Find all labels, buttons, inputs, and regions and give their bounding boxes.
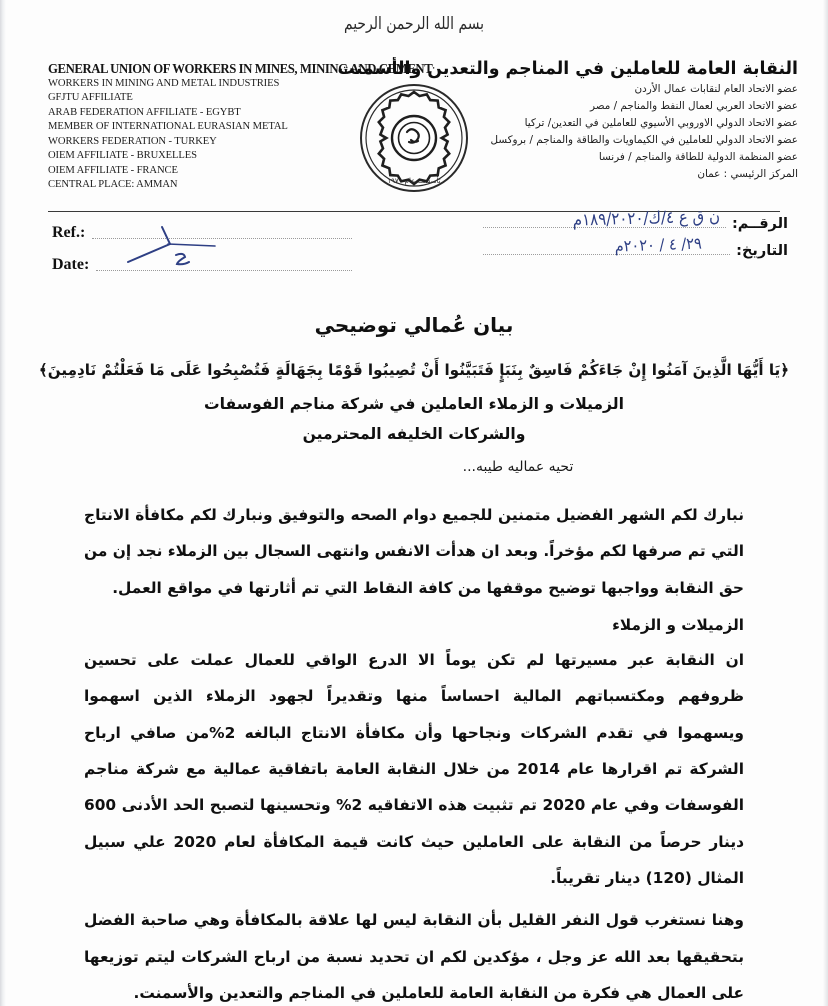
date-row-english: [52, 256, 352, 274]
letterhead-english-line: WORKERS FEDERATION - TURKEY: [48, 135, 217, 147]
ref-fill-line-english[interactable]: [92, 237, 352, 239]
letterhead-arabic-title: النقابة العامة للعاملين في المناجم والتعدين والأسمنت: [337, 59, 798, 79]
scan-edge-left: [0, 0, 6, 1006]
letterhead-arabic-line: عضو الاتحاد العام لنقابات عمال الأردن: [634, 82, 798, 95]
letterhead-arabic-line: عضو الاتحاد العربي لعمال النفط والمناجم / مصر: [590, 99, 798, 112]
letterhead-arabic-line: المركز الرئيسي : عمان: [697, 167, 798, 180]
date-label-arabic: التاريخ:: [736, 243, 788, 259]
letterhead-english-line: ARAB FEDERATION AFFILIATE - EGYBT: [48, 106, 241, 118]
letter-body: [84, 497, 744, 1006]
emblem-founded-text: تأسست عام ١٩٧٠: [387, 177, 441, 185]
body-paragraph-2: ان النقابة عبر مسيرتها لم تكن يوماً الا الدرع الواقي للعمال عملت على تحسين ظروفهم ومكتسباتهم المالية احساساً منها وتقديراً لجهود الزملاء الذين اسهموا ويسهموا في تقدم الشركات ونجاحها وأن مكافأة الانتاج البالغه 2%من صافي ارباح الشركة تم اقرارها عام 2014 من خلال النقابة العامة باتفاقية عمالية مع شركة مناجم الفوسفات وفي عام 2020 تم تثبيت هذه الاتفاقيه 2% وتحسينها لتصبح الحد الأدنى 600 دينار حرصاً من النقابة على العاملين حيث كانت قيمة المكافأة لعام 2020 علي سبيل المثال (120) دينار تقريباً.: [84, 651, 744, 888]
date-fill-line-english[interactable]: [96, 269, 352, 271]
body-section-heading: الزميلات و الزملاء: [612, 616, 744, 635]
letterhead-english-line: MEMBER OF INTERNATIONAL EURASIAN METAL: [48, 121, 288, 133]
letterhead-arabic-line: عضو المنظمة الدولية للطاقة والمناجم / فرنسا: [598, 150, 798, 163]
letterhead-english-line: OIEM AFFILIATE - BRUXELLES: [48, 150, 197, 162]
addressee-line-2: والشركات الخليفه المحترمين: [302, 425, 526, 444]
body-paragraph-3: وهنا نستغرب قول النفر القليل بأن النقابة ليس لها علاقة بالمكافأة وهي صاحبة الفضل بتحقيقها بعد الله عز وجل ، مؤكدين لكم ان تحديد نسبة من ارباح الشركات ليتم توزيعها على العمال هي فكرة من النقابة العامة للعاملين في المناجم والتعدين والأسمنت.: [84, 911, 744, 1003]
union-gear-emblem-icon: [358, 82, 470, 194]
addressee-line-1: الزميلات و الزملاء العاملين في شركة مناجم الفوسفات: [204, 395, 624, 413]
ref-row-arabic: [483, 205, 788, 232]
letterhead-english-line: WORKERS IN MINING AND METAL INDUSTRIES: [48, 77, 280, 89]
date-handwritten-value: ٢٩/ ٤ / ٢٠٢٠م: [614, 235, 703, 257]
scan-edge-right: [823, 0, 828, 1006]
quran-verse: ﴿يَا أَيُّهَا الَّذِينَ آمَنُوا إِنْ جَاءَكُمْ فَاسِقٌ بِنَبَإٍ فَتَبَيَّنُوا أَنْ تُصِيبُوا قَوْمًا بِجَهَالَةٍ فَتُصْبِحُوا عَلَى مَا فَعَلْتُمْ نَادِمِينَ﴾: [38, 361, 790, 379]
letterhead-arabic-line: عضو الاتحاد الدولي للعاملين في الكيماويات والطاقة والمناجم / بروكسل: [490, 133, 798, 146]
body-paragraph-1: نبارك لكم الشهر الفضيل متمنين للجميع دوام الصحه والتوفيق ونبارك لكم مكافأة الانتاج التي تم صرفها لكم مؤخراً. وبعد ان هدأت الانفس وانتهى السجال بين الزملاء نجد إن من حق النقابة وواجبها توضيح موقفها من كافة النقاط التي تم أثارتها في مواقع العمل.: [84, 506, 744, 597]
addressee-block: [0, 389, 828, 450]
ref-row-english: [52, 224, 352, 242]
date-label-english: Date:: [52, 256, 90, 273]
reference-block-arabic: [483, 205, 788, 270]
letterhead-english-title: GENERAL UNION OF WORKERS IN MINES, MINING AND CEMENT: [48, 61, 433, 76]
ref-label-english: Ref.:: [52, 224, 86, 241]
letterhead-english-line: CENTRAL PLACE: AMMAN: [48, 179, 178, 191]
ref-fill-line-arabic[interactable]: [483, 205, 726, 231]
reference-block-english: [52, 224, 352, 288]
greeting-text: تحيه عماليه طيبه...: [462, 459, 574, 475]
date-row-arabic: [483, 235, 788, 259]
date-fill-line-arabic[interactable]: [483, 235, 730, 257]
letterhead-english-line: OIEM AFFILIATE - FRANCE: [48, 164, 178, 176]
ref-label-arabic: الرقــم:: [731, 216, 788, 232]
document-title: بيان عُمالي توضيحي: [314, 313, 514, 337]
letterhead-arabic-line: عضو الاتحاد الدولي الاوروبي الأسيوي للعاملين في التعدين/ تركيا: [524, 116, 798, 129]
ref-handwritten-value: ن ق ع ٤/ك/١٨٩/٢٠٢٠م: [572, 205, 720, 231]
letterhead-english-line: GFJTU AFFILIATE: [48, 92, 133, 104]
basmala-text: بسم الله الرحمن الرحيم: [343, 14, 485, 34]
